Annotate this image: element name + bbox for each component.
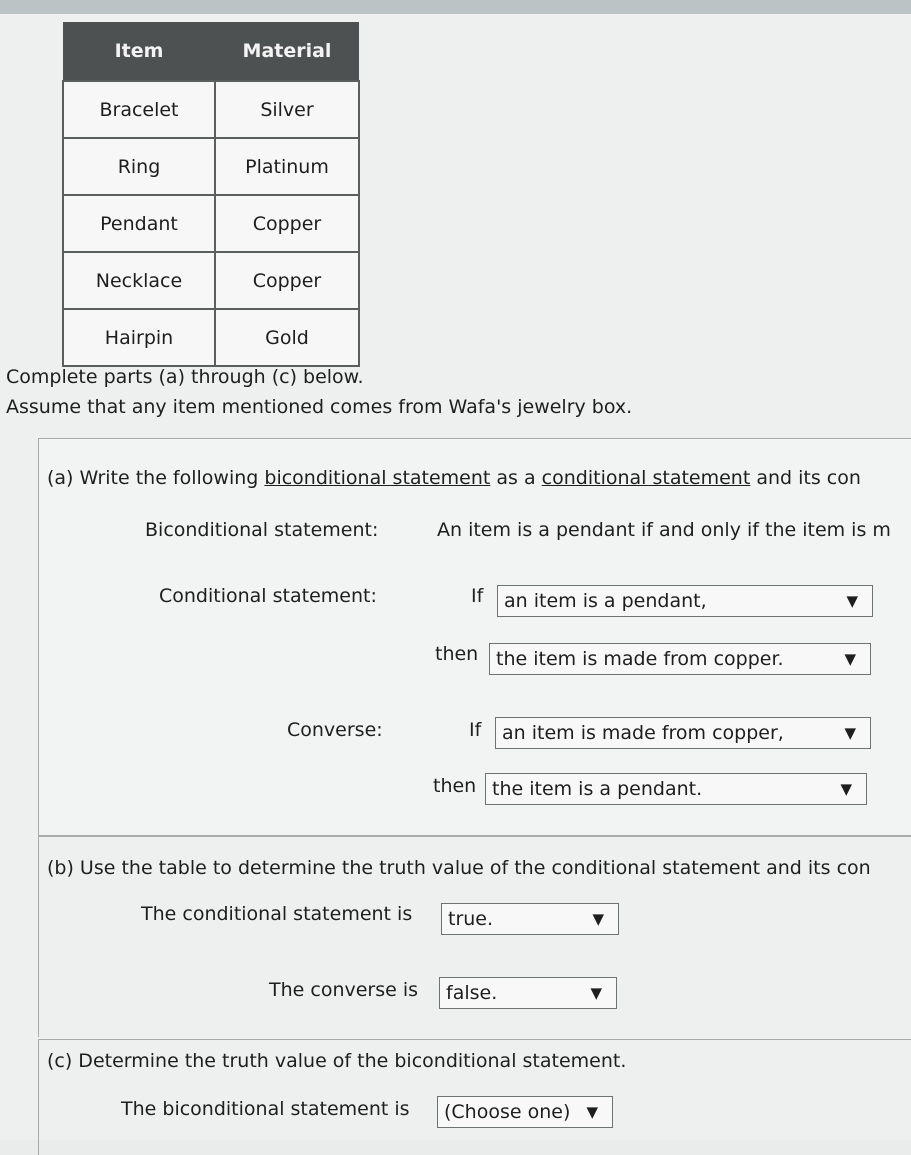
conditional-label: Conditional statement: (159, 585, 377, 607)
prompt-text: as a (490, 467, 542, 489)
dropdown-value: the item is a pendant. (492, 778, 703, 800)
converse-if-dropdown[interactable] (495, 717, 871, 749)
conditional-if-dropdown[interactable] (497, 585, 873, 617)
part-a-prompt (47, 467, 861, 489)
item-cell: Necklace (63, 252, 215, 309)
biconditional-truth-dropdown[interactable] (437, 1096, 613, 1128)
item-cell: Bracelet (63, 81, 215, 138)
table-header-row (63, 22, 359, 81)
question-page (0, 14, 911, 1140)
column-header: Item (63, 22, 215, 81)
conditional-truth-dropdown[interactable] (441, 903, 619, 935)
if-label: If (471, 585, 484, 607)
dropdown-arrow-icon: ▼ (844, 650, 856, 668)
part-c-section (38, 1039, 911, 1155)
prompt-text: and its con (750, 467, 861, 489)
instruction-line: Complete parts (a) through (c) below. (6, 366, 364, 388)
dropdown-arrow-icon: ▼ (586, 1103, 598, 1121)
if-label: If (469, 719, 482, 741)
dropdown-value: the item is made from copper. (496, 648, 784, 670)
dropdown-arrow-icon: ▼ (840, 780, 852, 798)
dropdown-arrow-icon: ▼ (846, 592, 858, 610)
part-c-prompt: (c) Determine the truth value of the biconditional statement. (47, 1050, 627, 1072)
dropdown-value: true. (448, 908, 494, 930)
conditional-truth-label: The conditional statement is (141, 903, 413, 925)
biconditional-truth-label: The biconditional statement is (121, 1098, 410, 1120)
dropdown-arrow-icon: ▼ (592, 910, 604, 928)
converse-label: Converse: (287, 719, 383, 741)
table-row (63, 309, 359, 366)
column-header: Material (215, 22, 359, 81)
conditional-then-dropdown[interactable] (489, 643, 871, 675)
assumption-line: Assume that any item mentioned comes from Wafa's jewelry box. (6, 396, 633, 418)
biconditional-label: Biconditional statement: (145, 519, 379, 541)
item-cell: Hairpin (63, 309, 215, 366)
material-cell: Platinum (215, 138, 359, 195)
item-cell: Ring (63, 138, 215, 195)
table-row (63, 195, 359, 252)
dropdown-arrow-icon: ▼ (844, 724, 856, 742)
part-b-prompt: (b) Use the table to determine the truth value of the conditional statement and its con (47, 857, 871, 879)
dropdown-value: false. (446, 982, 498, 1004)
conditional-link[interactable]: conditional statement (541, 467, 751, 489)
dropdown-arrow-icon: ▼ (590, 984, 602, 1002)
top-bar (0, 0, 911, 14)
dropdown-value: an item is made from copper, (502, 722, 784, 744)
part-b-section (38, 836, 911, 1037)
part-a-section (38, 438, 911, 836)
material-cell: Gold (215, 309, 359, 366)
dropdown-value: (Choose one) (444, 1101, 571, 1123)
converse-then-dropdown[interactable] (485, 773, 867, 805)
biconditional-link[interactable]: biconditional statement (264, 467, 491, 489)
jewelry-table (62, 22, 360, 367)
converse-truth-label: The converse is (269, 979, 419, 1001)
prompt-text: (a) Write the following (47, 467, 265, 489)
then-label: then (435, 643, 479, 665)
material-cell: Copper (215, 195, 359, 252)
material-cell: Copper (215, 252, 359, 309)
item-cell: Pendant (63, 195, 215, 252)
table-row (63, 81, 359, 138)
converse-truth-dropdown[interactable] (439, 977, 617, 1009)
table-row (63, 252, 359, 309)
table-row (63, 138, 359, 195)
biconditional-text: An item is a pendant if and only if the item is m (437, 519, 891, 541)
material-cell: Silver (215, 81, 359, 138)
then-label: then (433, 775, 477, 797)
dropdown-value: an item is a pendant, (504, 590, 707, 612)
